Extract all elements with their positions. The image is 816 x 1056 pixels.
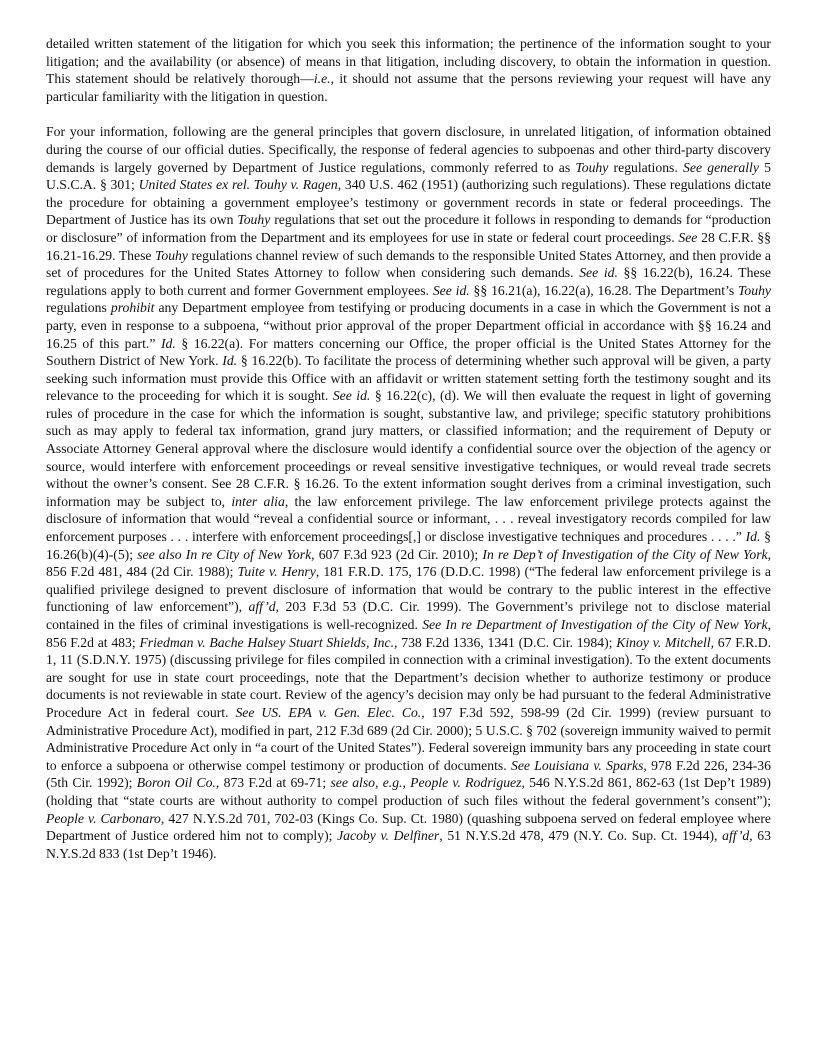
italic-citation-text: aff’d [722,828,750,844]
text-run: , 873 F.2d at 69-71; [215,775,331,791]
text-run: , 856 F.2d at 483; [46,617,771,650]
text-run: regulations [46,300,111,316]
italic-citation-text: Jacoby v. Delfiner [337,828,440,844]
italic-citation-text: inter alia [231,493,285,509]
text-run: § 16.22(c), (d). We will then evaluate the request in light of governing rules of procedure in the case for which the information is sought, substantive law, and privilege; specific statutory prohibitions such as may apply to federal tax information, grand jury matters, or classified information; and the requirement of Deputy or Associate Attorney General approval where the disclosure would identify a confidential source over the objection of the agency or source, would interfere with enforcement proceedings or reveal sensitive investigative techniques, or would reveal trade secrets without the owner’s consent. See 28 C.F.R. § 16.26. To the extent information sought derives from a criminal investigation, such information may be subject to, [46,388,771,509]
text-run: , the law enforcement privilege. The law enforcement privilege protects against the disclosure of information that would “reveal a confidential source or informant, . . . reveal investigatory records compiled for law enforcement purposes . . . interfere with enforcement proceedings[,] or disclose investigative techniques and procedures . . . .” [46,493,771,545]
text-run: , 856 F.2d 481, 484 (2d Cir. 1988); [46,546,772,580]
italic-citation-text: Touhy [738,282,771,298]
text-run: § 16.22(b). To facilitate the process of determining whether such approval will be given, a party seeking such information must provide this Office with an affidavit or written statement setting forth the testimony sought and its relevance to the proceeding for which it is sought. [46,353,771,404]
text-run: , 63 N.Y.S.2d 833 (1st Dep’t 1946). [46,828,771,861]
italic-citation-text: People v. Carbonaro [46,810,161,826]
italic-citation-text: prohibit [110,300,155,316]
italic-citation-text: aff’d [248,599,276,615]
text-run: , 546 N.Y.S.2d 861, 862-63 (1st Dep’t 1989) (holding that “state courts are without authority to compel production of such files without the federal government’s consent”); [46,775,771,808]
text-run: regulations. [608,159,684,175]
text-run: , 978 F.2d 226, 234-36 (5th Cir. 1992); [46,757,771,791]
text-run: , it should not assume that the persons reviewing your request will have any particular familiarity with the litigation in question. [46,71,771,104]
italic-citation-text: Touhy [575,159,609,175]
italic-citation-text: see also, e.g., People v. Rodriguez [330,775,522,791]
text-run: , 51 N.Y.S.2d 478, 479 (N.Y. Co. Sup. Ct. 1944), [439,828,723,844]
italic-citation-text: Id. [222,353,238,369]
text-run: , 181 F.R.D. 175, 176 (D.D.C. 1998) (“The federal law enforcement privilege is a qualified privilege designed to prevent disclosure of information that would be contrary to the public interest in the effective functioning of law enforcement”), [46,564,771,615]
text-run: , 340 U.S. 462 (1951) (authorizing such regulations). These regulations dictate the procedure for obtaining a government employee’s testimony or government records in state or federal proceedings. The Department of Justice has its own [46,177,771,228]
italic-citation-text: Touhy [155,247,188,263]
italic-citation-text: i.e. [313,71,331,87]
text-run: 5 U.S.C.A. § 301; [46,159,771,193]
italic-citation-text: See [678,229,698,245]
text-run: detailed written statement of the litigation for which you seek this information; the pertinence of the information sought to your litigation; and the availability (or absence) of means in that litigation, including discovery, to obtain the information in question. This statement should be relatively thorough— [46,36,771,87]
document-page [46,35,771,862]
italic-citation-text: See id. [432,282,470,298]
italic-citation-text: See generally [683,159,759,175]
italic-citation-text: See In re Department of Investigation of the City of New York [422,617,768,632]
italic-citation-text: See id. [579,265,618,281]
italic-citation-text: Boron Oil Co. [136,775,216,791]
text-run: § 16.22(a). For matters concerning our Office, the proper official is the United States Attorney for the Southern District of New York. [46,335,771,369]
text-run: , 738 F.2d 1336, 1341 (D.C. Cir. 1984); [394,634,617,650]
text-run: regulations channel review of such demands to the responsible United States Attorney, and then provide a set of procedures for the United States Attorney to follow when considering such demands. [46,247,771,281]
text-run: , 607 F.3d 923 (2d Cir. 2010); [311,546,483,562]
italic-citation-text: Kinoy v. Mitchell [616,634,711,650]
text-run: For your information, following are the general principles that govern disclosure, in unrelated litigation, of information obtained during the course of our official duties. Specifically, the response of federal agencies to subpoenas and other third-party discovery demands is largely governed by Department of Justice regulations, commonly referred to as [46,124,771,175]
text-run: § 16.26(b)(4)-(5); [46,529,772,562]
italic-citation-text: See id. [332,388,371,404]
text-run: regulations that set out the procedure it follows in responding to demands for “production or disclosure” of information from the Department and its employees for use in state or federal court proceedings. [46,212,771,245]
italic-citation-text: Friedman v. Bache Halsey Stuart Shields, Inc. [139,634,395,650]
italic-citation-text: see also In re City of New York [137,546,312,562]
italic-citation-text: In re Dep’t of Investigation of the City of New York [482,546,768,562]
text-run: any Department employee from testifying or producing documents in a case in which the Government is not a party, even in response to a subpoena, “without prior approval of the proper Department official in accordance with §§ 16.24 and 16.25 of this part.” [46,300,771,351]
text-run: 28 C.F.R. §§ 16.21-16.29. These [46,229,771,263]
italic-citation-text: Id. [160,335,176,351]
text-run: §§ 16.22(b), 16.24. These regulations apply to both current and former Government employees. [46,265,771,298]
paragraph-disclosure-principles [46,123,771,862]
text-run: §§ 16.21(a), 16.22(a), 16.28. The Department’s [469,282,739,298]
paragraph-request-statement [46,35,771,105]
text-run: , 67 F.R.D. 1, 11 (S.D.N.Y. 1975) (discussing privilege for files compiled in connection with a criminal investigation). To the extent documents are sought for use in state court proceedings, note that the Department’s decision whether to authorize testimony or produce documents is not reviewable in state court. Review of the agency’s decision may only be had pursuant to the federal Administrative Procedure Act in federal court. [46,634,771,720]
italic-citation-text: Touhy [237,212,271,228]
italic-citation-text: See Louisiana v. Sparks [510,757,644,773]
italic-citation-text: Tuite v. Henry [237,564,316,580]
text-run: , 203 F.3d 53 (D.C. Cir. 1999). The Government’s privilege not to disclose material contained in the files of criminal investigations is well-recognized. [46,599,771,632]
italic-citation-text: See US. EPA v. Gen. Elec. Co. [235,704,422,720]
italic-citation-text: United States ex rel. Touhy v. Ragen [138,177,338,193]
italic-citation-text: Id. [745,529,761,545]
text-run: , 197 F.3d 592, 598-99 (2d Cir. 1999) (review pursuant to Administrative Procedure Act), modified in part, 212 F.3d 689 (2d Cir. 2000); 5 U.S.C. § 702 (sovereign immunity waived to permit Administrative Procedure Act only in “a court of the United States”). Federal sovereign immunity bars any proceeding in state court to enforce a subpoena or otherwise compel testimony or production of documents. [46,704,771,773]
text-run: , 427 N.Y.S.2d 701, 702-03 (Kings Co. Sup. Ct. 1980) (quashing subpoena served on federal employee where Department of Justice ordered him not to comply); [46,810,771,844]
